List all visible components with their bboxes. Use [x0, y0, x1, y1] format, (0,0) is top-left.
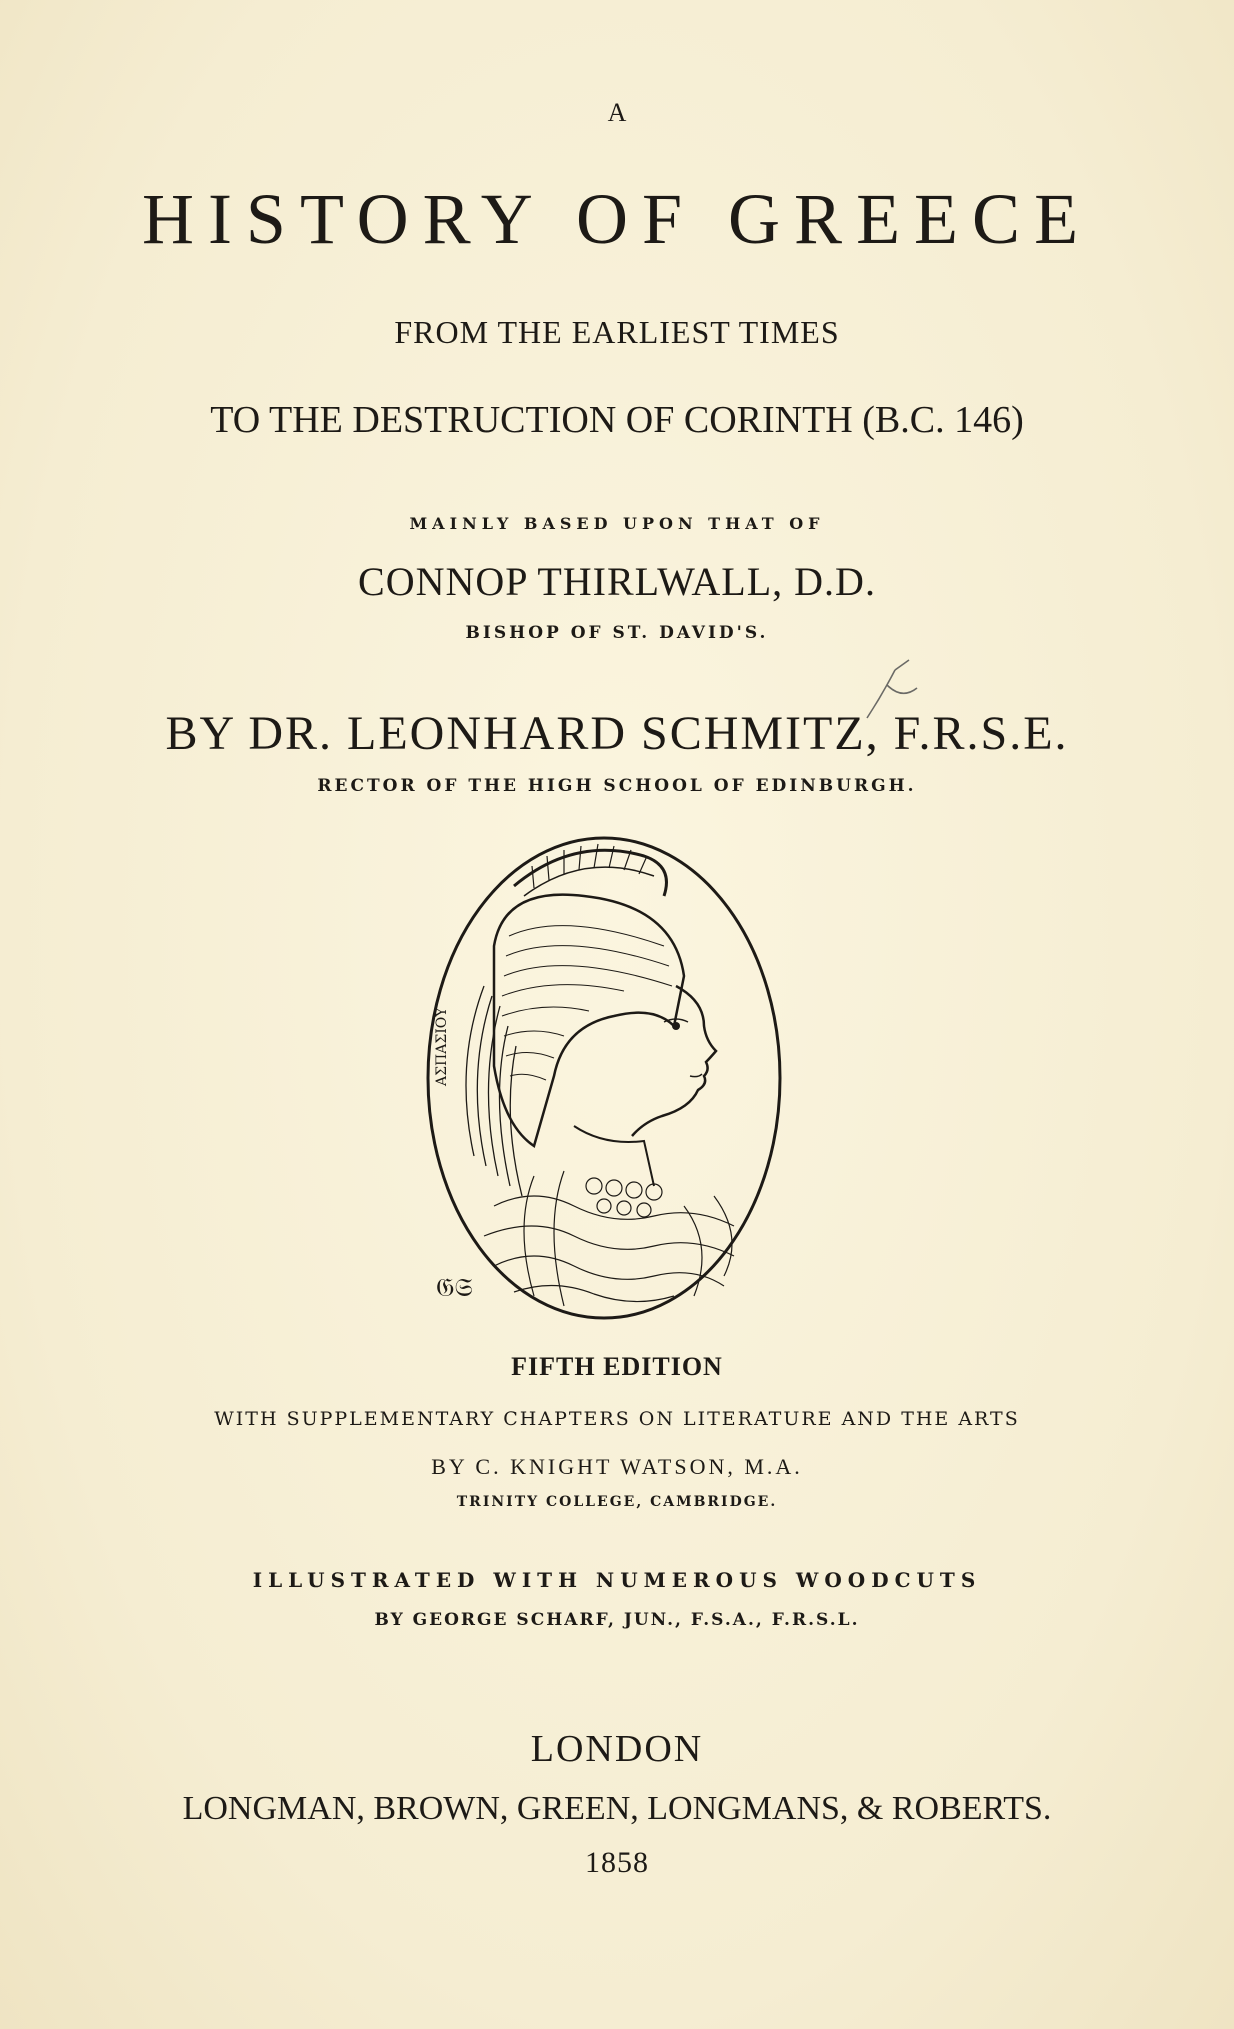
supplement-author: BY C. KNIGHT WATSON, M.A.: [431, 1454, 803, 1479]
supplement-note: WITH SUPPLEMENTARY CHAPTERS ON LITERATURE AND THE ARTS: [214, 1408, 1020, 1430]
original-author: CONNOP THIRLWALL, D.D.: [358, 559, 876, 604]
edition: FIFTH EDITION: [511, 1352, 723, 1381]
based-on-note: MAINLY BASED UPON THAT OF: [409, 514, 825, 533]
subtitle-line-2: TO THE DESTRUCTION OF CORINTH (B.C. 146): [210, 399, 1024, 441]
book-title: HISTORY OF GREECE: [141, 179, 1093, 259]
illustrator: BY GEORGE SCHARF, JUN., F.S.A., F.R.S.L.: [374, 1610, 860, 1630]
athena-medallion: [414, 826, 794, 1330]
svg-text:ΑΣΠΑΣΙΟΥ: ΑΣΠΑΣΙΟΥ: [434, 1007, 450, 1086]
publisher: LONGMAN, BROWN, GREEN, LONGMANS, & ROBERTS.: [182, 1790, 1052, 1827]
year: 1858: [585, 1846, 649, 1879]
svg-text:𝔊𝔖: 𝔊𝔖: [436, 1273, 473, 1303]
article-a: A: [607, 98, 627, 127]
supplement-author-affiliation: TRINITY COLLEGE, CAMBRIDGE.: [456, 1494, 778, 1510]
original-author-title: BISHOP OF ST. DAVID'S.: [465, 623, 769, 643]
subtitle-line-1: FROM THE EARLIEST TIMES: [394, 314, 840, 350]
place: LONDON: [530, 1728, 704, 1770]
author-title: RECTOR OF THE HIGH SCHOOL OF EDINBURGH.: [317, 776, 917, 796]
author-name: BY DR. LEONHARD SCHMITZ, F.R.S.E.: [165, 707, 1069, 760]
illustration-note: ILLUSTRATED WITH NUMEROUS WOODCUTS: [252, 1568, 982, 1592]
